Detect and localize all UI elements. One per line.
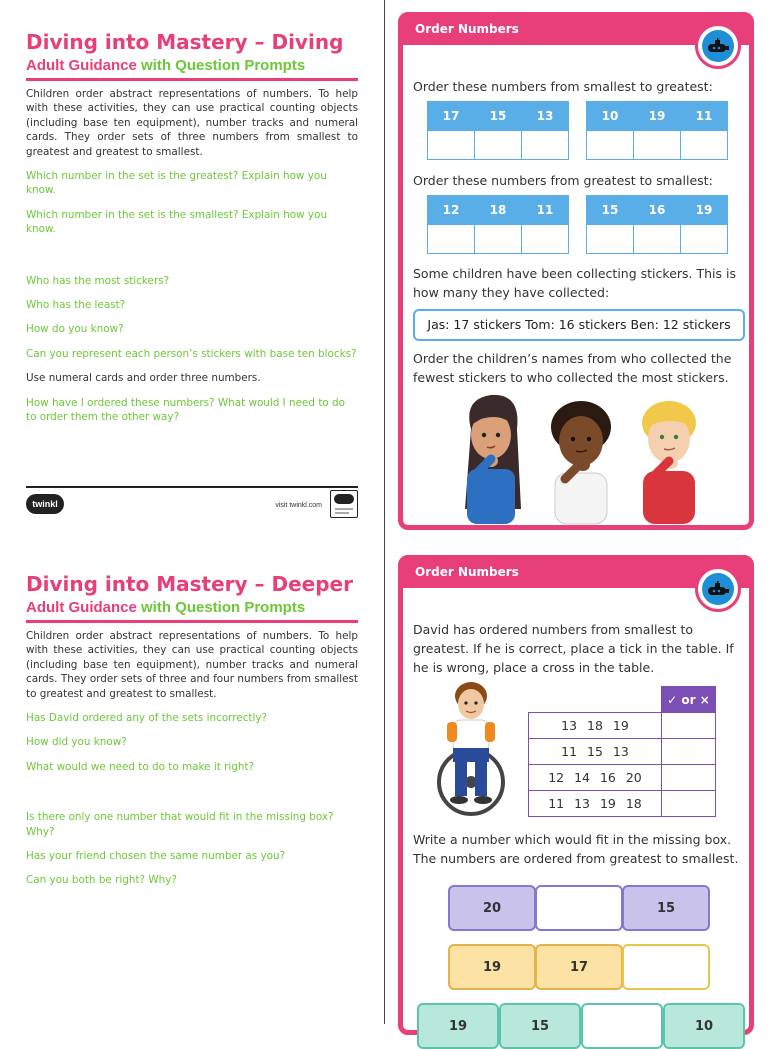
number-sequence: 12 14 16 20 [529, 765, 662, 791]
guidance-subtitle: Adult Guidance with Question Prompts [26, 599, 306, 616]
twinkl-logo[interactable]: twinkl [26, 494, 64, 514]
quality-badge-icon [330, 490, 358, 518]
number-cell: 19 [681, 196, 728, 225]
submarine-icon [695, 23, 741, 69]
number-box: 19 [448, 944, 536, 990]
guidance-subtitle: Adult Guidance with Question Prompts [26, 57, 306, 74]
divider-rule [26, 78, 358, 81]
number-cell: 11 [522, 196, 569, 225]
answer-cell[interactable] [587, 225, 634, 254]
instruction-text: Order these numbers from smallest to greatest: [413, 79, 713, 94]
david-wheelchair-illustration [433, 678, 513, 818]
answer-cell[interactable] [681, 225, 728, 254]
number-cell: 18 [475, 196, 522, 225]
instruction-text: Order these numbers from greatest to smallest: [413, 173, 713, 188]
number-box: 10 [663, 1003, 745, 1049]
children-thinking-illustration [451, 389, 711, 524]
question-prompt: How have I ordered these numbers? What would I need to do to order them the other way? [26, 396, 346, 424]
number-set [586, 195, 728, 254]
number-box: 20 [448, 885, 536, 931]
number-box: 15 [499, 1003, 581, 1049]
number-set [427, 101, 569, 160]
instruction-text: Use numeral cards and order three numbers. [26, 372, 261, 385]
answer-cell[interactable] [634, 131, 681, 160]
instruction-text: Order the children’s names from who collected the fewest stickers to who collected the most stickers. [413, 351, 732, 385]
question-prompt: Which number in the set is the smallest? Explain how you know. [26, 208, 328, 236]
tick-cross-cell[interactable] [662, 765, 716, 791]
number-cell: 13 [522, 102, 569, 131]
tick-cross-cell[interactable] [662, 713, 716, 739]
instruction-text: Write a number which would fit in the missing box. The numbers are ordered from greatest to smallest. [413, 832, 739, 866]
number-cell: 17 [428, 102, 475, 131]
question-prompt: Who has the least? [26, 299, 126, 312]
answer-cell[interactable] [428, 131, 475, 160]
number-cell: 15 [587, 196, 634, 225]
order-numbers-card-diving [398, 12, 754, 530]
number-box: 17 [535, 944, 623, 990]
question-prompt: Can you represent each person’s stickers with base ten blocks? [26, 347, 357, 360]
instruction-text: Some children have been collecting stickers. This is how many they have collected: [413, 266, 736, 300]
answer-cell[interactable] [522, 225, 569, 254]
submarine-icon [695, 566, 741, 612]
guidance-deeper [26, 572, 358, 888]
number-set [427, 195, 569, 254]
answer-cell[interactable] [587, 131, 634, 160]
guidance-title: Diving into Mastery – Diving [26, 30, 344, 54]
missing-number-box[interactable] [622, 944, 710, 990]
number-cell: 10 [587, 102, 634, 131]
tick-cross-cell[interactable] [662, 791, 716, 817]
question-prompt: Who has the most stickers? [26, 274, 170, 287]
missing-number-box[interactable] [535, 885, 623, 931]
question-prompt: How did you know? [26, 736, 127, 749]
number-cell: 16 [634, 196, 681, 225]
answer-cell[interactable] [475, 131, 522, 160]
visit-link[interactable]: visit twinkl.com [275, 502, 322, 509]
order-numbers-card-deeper [398, 555, 754, 1035]
number-cell: 11 [681, 102, 728, 131]
number-cell: 15 [475, 102, 522, 131]
guidance-intro: Children order abstract representations of numbers. To help with these activities, they can use practical counting objects (including base ten equipment), number tracks and numeral cards. They order sets of three and four numbers from smallest to greatest and greatest to smallest. [26, 630, 358, 700]
number-sequence: 11 15 13 [529, 739, 662, 765]
answer-cell[interactable] [428, 225, 475, 254]
answer-cell[interactable] [475, 225, 522, 254]
stickers-box: Jas: 17 stickers Tom: 16 stickers Ben: 12 stickers [413, 309, 745, 341]
guidance-intro: Children order abstract representations of numbers. To help with these activities, they can use practical counting objects (including base ten equipment), number tracks and numeral cards. They order sets of three numbers from smallest to greatest and greatest to smallest. [26, 88, 358, 158]
question-prompt: Is there only one number that would fit in the missing box? Why? [26, 811, 334, 838]
instruction-text: David has ordered numbers from smallest to greatest. If he is correct, place a tick in the table. If he is wrong, place a cross in the table. [413, 622, 734, 675]
answer-cell[interactable] [522, 131, 569, 160]
answer-cell[interactable] [634, 225, 681, 254]
number-set [586, 101, 728, 160]
page-divider [384, 0, 385, 1024]
question-prompt: How do you know? [26, 323, 124, 336]
footer [26, 486, 358, 520]
question-prompt: Has your friend chosen the same number as you? [26, 850, 286, 863]
card-header: Order Numbers [403, 17, 749, 45]
question-prompt: Which number in the set is the greatest? Explain how you know. [26, 170, 327, 197]
tick-cross-cell[interactable] [662, 739, 716, 765]
number-sequence: 13 18 19 [529, 713, 662, 739]
number-box: 19 [417, 1003, 499, 1049]
question-prompt: Has David ordered any of the sets incorrectly? [26, 712, 268, 725]
answer-cell[interactable] [681, 131, 728, 160]
question-prompt: Can you both be right? Why? [26, 874, 177, 887]
divider-rule [26, 620, 358, 623]
number-cell: 19 [634, 102, 681, 131]
guidance-diving [26, 30, 358, 425]
number-cell: 12 [428, 196, 475, 225]
number-box: 15 [622, 885, 710, 931]
guidance-title: Diving into Mastery – Deeper [26, 572, 353, 596]
card-header: Order Numbers [403, 560, 749, 588]
david-table [528, 686, 716, 817]
number-sequence: 11 13 19 18 [529, 791, 662, 817]
tick-or-cross-header: ✓ or × [662, 687, 716, 713]
question-prompt: What would we need to do to make it right? [26, 760, 255, 773]
missing-number-box[interactable] [581, 1003, 663, 1049]
